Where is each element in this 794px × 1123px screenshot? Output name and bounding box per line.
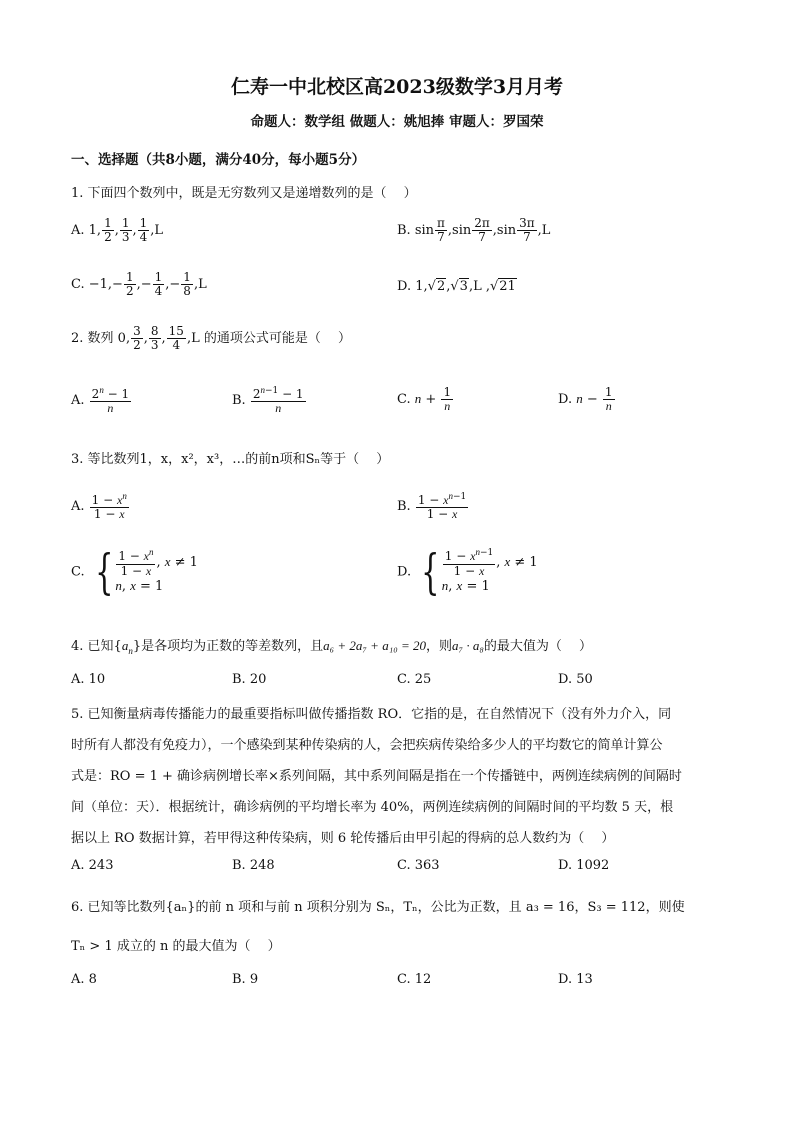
section-heading: 一、选择题（共8小题，满分40分，每小题5分） (71, 152, 366, 168)
question-5-line-3: 式是：RO = 1 + 确诊病例增长率×系列间隔，其中系列间隔是指在一个传播链中，两例连续病例的间隔时 (71, 769, 682, 784)
question-4-option-d[interactable]: D. 50 (558, 672, 593, 687)
option-label: B. (232, 393, 246, 409)
question-6-line-2: Tₙ > 1 成立的 n 的最大值为（ ） (71, 939, 281, 954)
option-label: B. (397, 499, 411, 515)
option-label: D. (397, 279, 412, 294)
question-3-option-a[interactable]: A. $\frac{1 - x^n}{1 - x}$ (71, 491, 127, 522)
question-3-stem: 3. 等比数列1，x，x²，x³，…的前n项和Sₙ等于（ ） (71, 452, 390, 467)
option-label: A. (71, 393, 85, 409)
question-2-option-d[interactable]: D. n − $\frac{1}{n}$ (558, 385, 613, 414)
question-4-option-c[interactable]: C. 25 (397, 672, 432, 687)
question-1-option-a[interactable]: A. 1, $\frac{1}{2}$ , $\frac{1}{3}$ , $\frac{1}{4}$ ,L (71, 216, 164, 245)
question-2-option-a[interactable]: A. $\frac{2^n - 1}{n}$ (71, 385, 130, 416)
question-1-option-b[interactable]: B. sin $\frac{\pi}{7}$ ,sin $\frac{2\pi}{7}$ ,sin $\frac{3\pi}{7}$ ,L (397, 216, 551, 245)
question-3-option-b[interactable]: B. $\frac{1 - x^{n-1}}{1 - x}$ (397, 491, 467, 522)
question-1-stem: 1. 下面四个数列中，既是无穷数列又是递增数列的是（ ） (71, 186, 417, 201)
question-6-line-1: 6. 已知等比数列{aₙ}的前 n 项和与前 n 项积分别为 Sₙ，Tₙ，公比为正数，且 a₃ = 16，S₃ = 112，则使 (71, 900, 685, 915)
option-label: C. (71, 564, 85, 580)
question-3-option-c[interactable]: C. { $\frac{1 - x^n}{1 - x}$ , x ≠ 1 n, x = 1 (71, 544, 198, 600)
question-5-line-4: 间（单位：天）．根据统计，确诊病例的平均增长率为 40%，两例连续病例的间隔时间的平均数 5 天，根 (71, 800, 674, 815)
option-label: A. (71, 499, 85, 515)
option-label: A. (71, 223, 85, 239)
question-4-option-a[interactable]: A. 10 (71, 672, 106, 687)
page-subtitle: 命题人：数学组 做题人：姚旭捧 审题人：罗国荣 (250, 114, 544, 130)
question-5-line-1: 5. 已知衡量病毒传播能力的最重要指标叫做传播指数 RO．它指的是，在自然情况下（没有外力介入，同 (71, 707, 672, 722)
option-label: D. (558, 392, 573, 408)
question-6-option-b[interactable]: B. 9 (232, 972, 259, 987)
question-5-line-2: 时所有人都没有免疫力），一个感染到某种传染病的人，会把疾病传染给多少人的平均数它的简单计算公 (71, 738, 663, 753)
question-5-line-5: 据以上 RO 数据计算，若甲得这种传染病，则 6 轮传播后由甲引起的得病的总人数约为（ ） (71, 831, 615, 846)
option-label: B. (397, 223, 411, 239)
question-4-stem: 4. 已知$\{a_n\}$是各项均为正数的等差数列，且a₆ + 2a₇ + a₁₀ = 20，则a₇ · a₈的最大值为（ ） (71, 638, 592, 656)
question-6-option-d[interactable]: D. 13 (558, 972, 593, 987)
question-3-option-d[interactable]: D. { $\frac{1 - x^{n-1}}{1 - x}$ , x ≠ 1 n, x = 1 (397, 544, 538, 600)
question-5-option-c[interactable]: C. 363 (397, 858, 440, 873)
question-4-option-b[interactable]: B. 20 (232, 672, 267, 687)
question-5-option-d[interactable]: D. 1092 (558, 858, 610, 873)
question-6-option-c[interactable]: C. 12 (397, 972, 432, 987)
question-2-option-c[interactable]: C. n + $\frac{1}{n}$ (397, 385, 452, 414)
question-2-stem: 2. 数列 0, $\frac{3}{2}$ , $\frac{8}{3}$ , $\frac{15}{4}$ ,L 的通项公式可能是（ ） (71, 324, 351, 353)
option-label: D. (397, 564, 412, 580)
question-1-option-c[interactable]: C. −1,− $\frac{1}{2}$ ,− $\frac{1}{4}$ ,− $\frac{1}{8}$ ,L (71, 270, 207, 299)
question-6-option-a[interactable]: A. 8 (71, 972, 97, 987)
option-label: C. (397, 392, 411, 408)
question-5-option-a[interactable]: A. 243 (71, 858, 114, 873)
question-2-option-b[interactable]: B. $\frac{2^{n-1} - 1}{n}$ (232, 385, 304, 416)
option-label: C. (71, 277, 85, 293)
question-5-option-b[interactable]: B. 248 (232, 858, 275, 873)
page-title: 仁寿一中北校区高2023级数学3月月考 (230, 76, 564, 98)
question-1-option-d[interactable]: D. 1,√2,√3,L ,√21 (397, 279, 516, 294)
